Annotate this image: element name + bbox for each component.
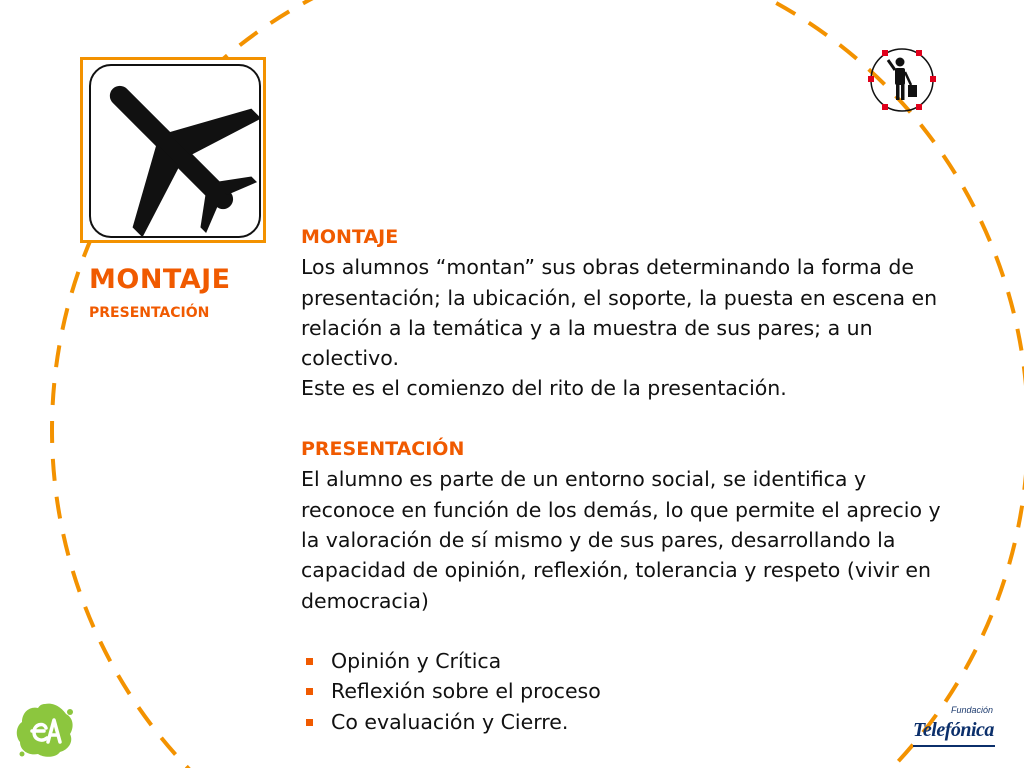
paragraph-montaje-1: Los alumnos “montan” sus obras determinando la forma de presentación; la ubicación, el soporte, la puesta en escena en relación a la temática y a la muestra de sus pares; a un colectivo. — [301, 255, 938, 371]
fundacion-telefonica-logo — [905, 705, 1005, 755]
left-title: MONTAJE — [89, 264, 231, 295]
bullet-square-icon — [306, 658, 313, 665]
list-item — [301, 707, 951, 737]
traveler-icon — [862, 44, 942, 116]
bullet-list — [301, 646, 951, 737]
list-item — [301, 646, 951, 676]
ea-logo-icon — [14, 700, 76, 760]
airplane-icon — [91, 66, 259, 236]
left-subtitle: PRESENTACIÓN — [89, 305, 210, 321]
section-heading-presentacion: PRESENTACIÓN — [301, 438, 465, 461]
bullet-square-icon — [306, 688, 313, 695]
paragraph-montaje-2: Este es el comienzo del rito de la presentación. — [301, 376, 787, 401]
body-content — [301, 222, 951, 737]
list-item — [301, 676, 951, 706]
airplane-image-frame — [80, 57, 266, 243]
fundacion-label: Fundación — [950, 705, 993, 715]
bullet-text: Co evaluación y Cierre. — [331, 709, 569, 734]
bullet-square-icon — [306, 719, 313, 726]
section-heading-montaje: MONTAJE — [301, 226, 399, 248]
logo-underline — [913, 745, 995, 747]
telefonica-wordmark: Telefónica — [913, 719, 994, 741]
airplane-pictogram — [89, 64, 261, 238]
bullet-text: Opinión y Crítica — [331, 649, 502, 674]
bullet-text: Reflexión sobre el proceso — [331, 679, 601, 704]
paragraph-presentacion-1: El alumno es parte de un entorno social, se identifica y reconoce en función de los demás, lo que permite el aprecio y la valoración de sí mismo y de sus pares, desarrollando la capacidad de opinión, reflexión, tolerancia y respeto (vivir en democracia) — [301, 467, 941, 613]
